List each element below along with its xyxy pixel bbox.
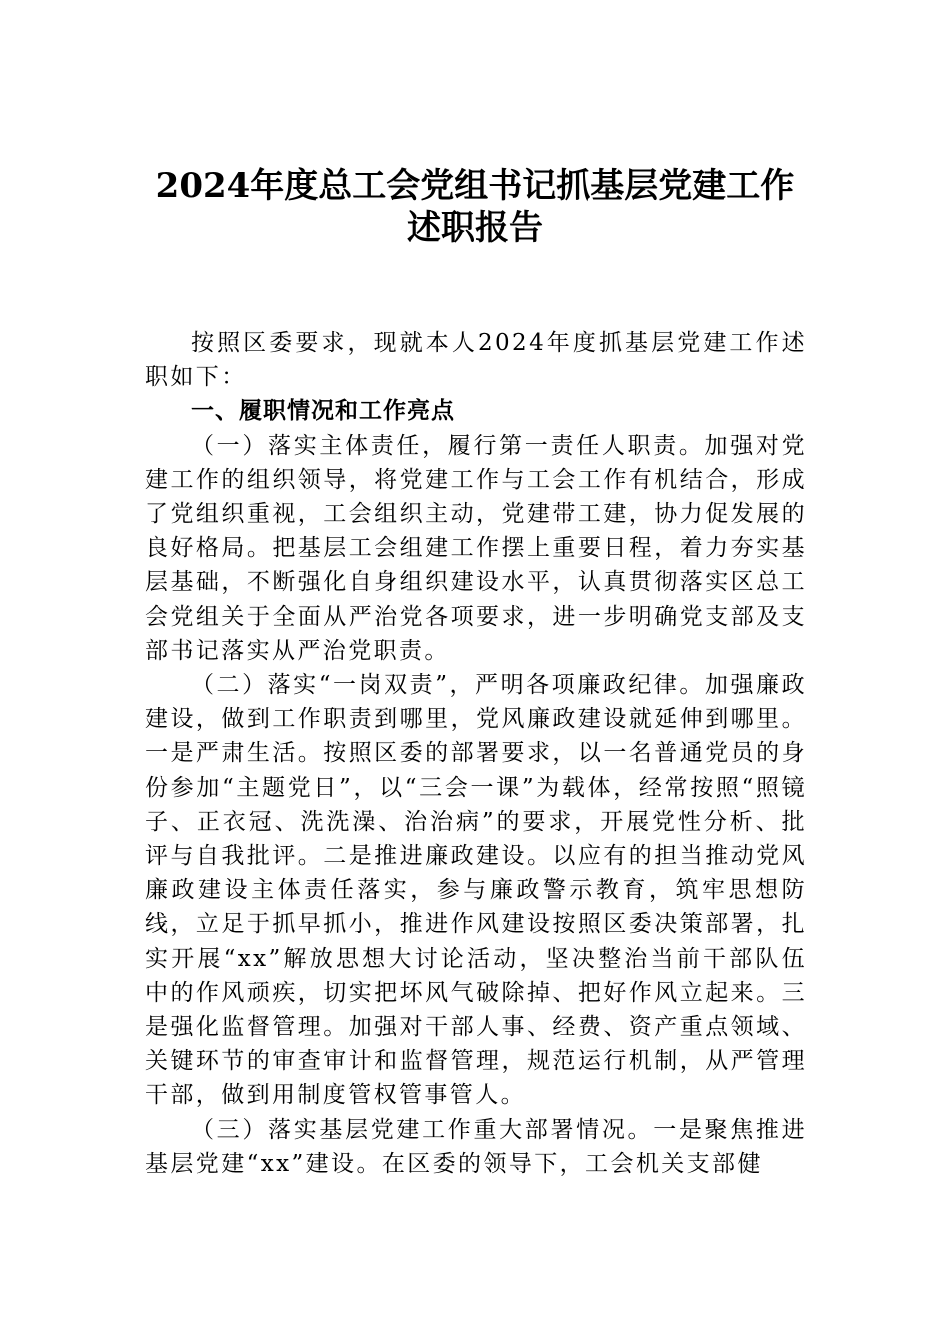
- document-title-line-1: 2024年度总工会党组书记抓基层党建工作: [155, 166, 795, 206]
- section-heading: 一、履职情况和工作亮点: [191, 398, 455, 425]
- body-paragraph-2: （二）落实“一岗双责”，严明各项廉政纪律。加强廉政建设，做到工作职责到哪里，党风廉政建设就延伸到哪里。一是严肃生活。按照区委的部署要求，以一名普通党员的身份参加“主题党日”，以“三会一课”为载体，经常按照“照镜子、正衣冠、洗洗澡、治治病”的要求，开展党性分析、批评与自我批评。二是推进廉政建设。以应有的担当推动党风廉政建设主体责任落实，参与廉政警示教育，筑牢思想防线，立足于抓早抓小，推进作风建设按照区委决策部署，扎实开展“xx”解放思想大讨论活动，坚决整治当前干部队伍中的作风顽疾，切实把坏风气破除掉、把好作风立起来。三是强化监督管理。加强对干部人事、经费、资产重点领域、关键环节的审查审计和监督管理，规范运行机制，从严管理干部，做到用制度管权管事管人。: [145, 672, 807, 1109]
- document-body: [145, 326, 807, 1181]
- body-paragraph-3: （三）落实基层党建工作重大部署情况。一是聚焦推进基层党建“xx”建设。在区委的领导下，工会机关支部健: [145, 1116, 807, 1177]
- intro-paragraph: 按照区委要求，现就本人2024年度抓基层党建工作述职如下：: [145, 330, 807, 391]
- body-paragraph-1: （一）落实主体责任，履行第一责任人职责。加强对党建工作的组织领导，将党建工作与工会工作有机结合，形成了党组织重视，工会组织主动，党建带工建，协力促发展的良好格局。把基层工会组建工作摆上重要日程，着力夯实基层基础，不断强化自身组织建设水平，认真贯彻落实区总工会党组关于全面从严治党各项要求，进一步明确党支部及支部书记落实从严治党职责。: [145, 432, 807, 664]
- document-title-line-2: 述职报告: [407, 208, 543, 248]
